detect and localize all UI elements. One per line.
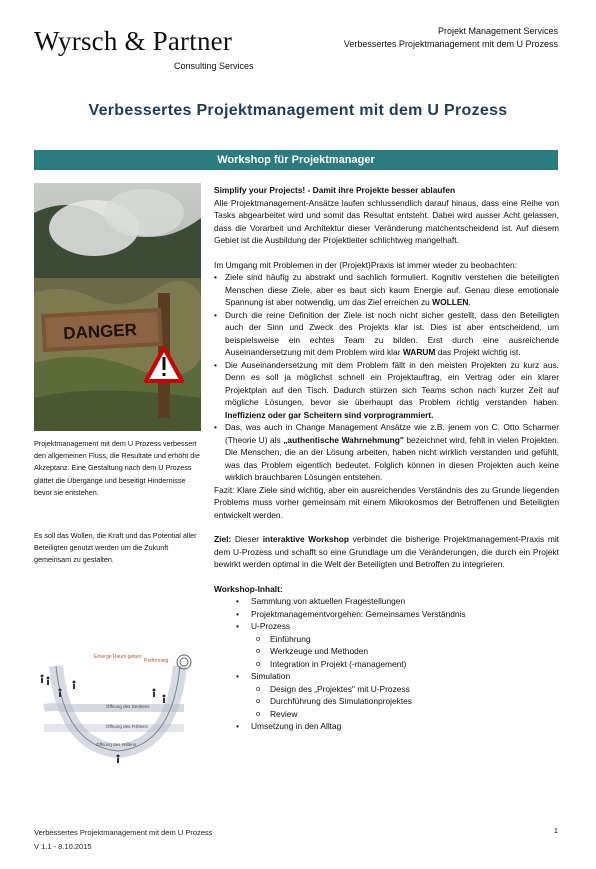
section-band: Workshop für Projektmanager: [34, 150, 558, 170]
diagram-label-top: Emerge Raum geben: [94, 654, 142, 660]
list-item: • Simulation: [214, 670, 559, 683]
ziel-paragraph: Ziel: Dieser interaktive Workshop verbindet die bisherige Projektmanagement-Praxis mit dem U-Prozess und schafft so eine Grundlage um die Veränderungen, die durch ein Projekt bewirkt werden optimal in die Welt der Beteiligten und Betroffen zu integrieren.: [214, 534, 560, 569]
header-service-line: Projekt Management Services: [437, 26, 558, 36]
list-item: • Sammlung von aktuellen Fragestellungen: [214, 595, 559, 608]
list-item: • Die Auseinandersetzung mit dem Problem fällt in den meisten Projekten zu kurz aus. Denn es soll ja möglichst schnell ein Projektauftrag, ein Vertrag oder ein klarer Projektplan auf den Tisch. Dadurch stürzen sich Teams schon nach kurzer Zeit auf mögliche Lösungen, bevor sie überhaupt das Problem richtig verstanden haben. Ineffizienz oder gar Scheitern sind vorprogrammiert.: [214, 359, 559, 422]
company-tagline: Consulting Services: [174, 61, 254, 71]
danger-sign-image: [34, 183, 201, 431]
list-item: • U-Prozess: [214, 620, 559, 633]
diagram-label-mid2: Öffnung des Fühlens: [106, 724, 148, 729]
u-process-diagram: [34, 646, 202, 766]
list-item: • Projektmanagementvorgehen: Gemeinsames Verständnis: [214, 608, 559, 621]
observation-intro: Im Umgang mit Problemen in der (Projekt)Praxis ist immer wieder zu beobachten:: [214, 259, 518, 270]
workshop-content-heading: Workshop-Inhalt:: [214, 583, 283, 594]
page-title: Verbessertes Projektmanagement mit dem U Prozess: [88, 102, 508, 119]
intro-paragraph: Alle Projektmanagement-Ansätze laufen schlussendlich darauf hinaus, dass eine Reihe von Tasks abgearbeitet wird und somit das Resultat entsteht. Dabei wird ausser Acht gelassen, dass die Vorarbeit und Architektur dieser Veränderung matchentscheidend ist. Auf diesem Gebiet ist die Ausbildung der Projektleiter schlichtweg mangelhaft.: [214, 197, 559, 245]
list-item: • Umsetzung in den Alltag: [214, 720, 559, 733]
diagram-label-right: Performing: [144, 658, 169, 664]
list-item: o Durchführung des Simulationprojektes: [214, 695, 559, 708]
list-item: o Design des „Projektes" mit U-Prozess: [214, 683, 559, 696]
list-item: • Ziele sind häufig zu abstrakt und sachlich formuliert. Kognitiv verstehen die beteiligten Menschen diese Ziele, aber es baut sich kaum Energie auf. Genau diese emotionale Spannung ist aber notwendig, um das Ziel erreichen zu WOLLEN.: [214, 271, 559, 309]
footer: [34, 826, 212, 854]
footer-version: V 1.1 - 8.10.2015: [34, 842, 92, 851]
sign-text: DANGER: [62, 320, 138, 344]
workshop-content-list: [214, 595, 559, 733]
footer-doc-title: Verbessertes Projektmanagement mit dem U Prozess: [34, 828, 213, 837]
sidebar-text-2: Es soll das Wollen, die Kraft und das Potential aller Beteiligten genutzt werden um die Zukunft gemeinsam zu gestalten.: [34, 531, 197, 565]
list-item: o Einführung: [214, 633, 559, 646]
list-item: o Integration in Projekt (-management): [214, 658, 559, 671]
list-item: o Review: [214, 708, 559, 721]
list-item: • Das, was auch in Change Management Ansätze wie z.B. jenem von C. Otto Scharmer (Theorie U) als „authentische Wahrnehmung" bezeichnet wird, fehlt in vielen Projekten. Die Menschen, die an der Lösung arbeiten, haben nicht wirklich verstanden und gefühlt, was das Problem eigentlich bedeutet. Folglich können in diesen Projekten auch keine wirklich brauchbaren Lösungen entstehen.: [214, 421, 559, 484]
header-doc-title: Verbessertes Projektmanagement mit dem U Prozess: [343, 39, 558, 49]
list-item: o Werkzeuge und Methoden: [214, 645, 559, 658]
sidebar-text-1: Projektmanagement mit dem U Prozess verbessert den allgemeinen Fluss, die Resultate und erhöht die Akzeptanz. Eine Gestaltung nach dem U Prozess glättet die Übergänge und beseitigt Hindernisse bevor sie entstehen.: [34, 439, 200, 497]
list-item: • Durch die reine Definition der Ziele ist noch nicht sicher gestellt, dass den Beteiligten auch der Sinn und Zweck des Projekts klar ist. Dies ist aber entscheidend, um beispielsweise ein echtes Team zu bilden. Erst durch eine ausreichende Auseinandersetzung mit dem Problem wird klar WARUM das Projekt wichtig ist.: [214, 309, 559, 359]
danger-sign-photo: [34, 183, 201, 431]
company-logo-text: Wyrsch & Partner: [34, 26, 233, 56]
diagram-label-bottom: Öffnung des Willens: [96, 742, 137, 747]
page-number: 1: [553, 826, 558, 835]
fazit-paragraph: Fazit: Klare Ziele sind wichtig, aber ein ausreichendes Verständnis des zu Grunde liegenden Problems muss vorher gemeinsam mit einem Mikrokosmos der Betroffenen und Beteiligten entwickelt werden.: [214, 484, 559, 520]
diagram-label-mid: Öffnung des Denkens: [106, 704, 150, 709]
header-right: [344, 25, 558, 51]
lead-heading: Simplify your Projects! - Damit ihre Projekte besser ablaufen: [214, 185, 456, 195]
main-content: [214, 184, 559, 733]
